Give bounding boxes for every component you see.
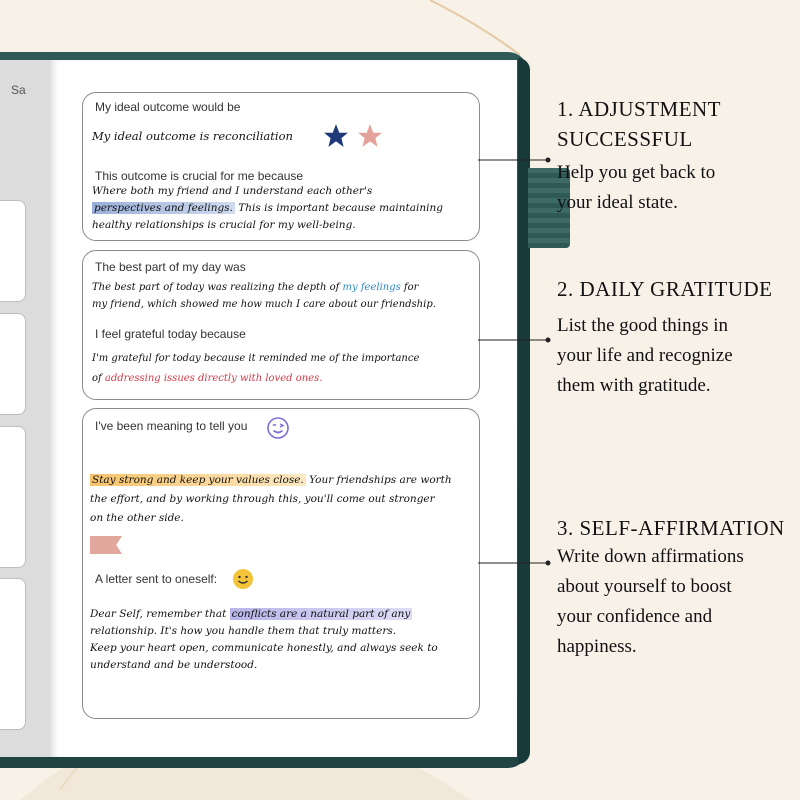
answer-text: Your friendships are worth [305, 474, 452, 486]
feature-title-line: 2. DAILY GRATITUDE [557, 277, 773, 301]
answer-line: my friend, which showed me how much I care about our friendship. [92, 299, 436, 310]
feature-title [557, 94, 721, 154]
letter-answer [90, 606, 475, 674]
answer-line: the effort, and by working through this, you'll come out stronger [90, 493, 435, 505]
answer-text: Dear Self, remember that [90, 608, 230, 620]
answer-text: This is important because maintaining [234, 202, 443, 214]
crucial-answer [92, 183, 477, 234]
outcome-answer: My ideal outcome is reconciliation [92, 129, 293, 143]
left-page-box [0, 578, 26, 730]
letter-prompt: A letter sent to oneself: [95, 572, 218, 586]
answer-line: Keep your heart open, communicate honestly, and always seek to [90, 642, 438, 654]
left-page-box [0, 313, 26, 415]
answer-line: relationship. It's how you handle them that truly matters. [90, 625, 397, 637]
feature-description-line: Help you get back to [557, 162, 716, 183]
answer-line [92, 369, 477, 389]
best-part-prompt: The best part of my day was [95, 260, 246, 274]
answer-text: for [400, 282, 419, 293]
feature-description [557, 542, 744, 662]
cover-edge [518, 58, 530, 764]
feature-description-line: your ideal state. [557, 192, 678, 213]
highlighted-text: Stay strong and keep your values close. [92, 474, 304, 486]
answer-line: healthy relationships is crucial for my well-being. [92, 219, 356, 231]
answer-line: I'm grateful for today because it reminded me of the importance [92, 353, 420, 364]
meaning-answer [90, 471, 475, 528]
answer-line [92, 279, 477, 296]
feature-description-line: List the good things in [557, 315, 728, 336]
wink-smiley-icon [266, 416, 290, 440]
star-icon [322, 123, 350, 149]
feature-description [557, 158, 715, 218]
left-page-box [0, 426, 26, 568]
feature-description-line: Write down affirmations [557, 546, 744, 567]
answer-line: understand and be understood. [90, 659, 258, 671]
meaning-prompt: I've been meaning to tell you [95, 419, 248, 433]
grateful-answer [92, 349, 477, 389]
answer-text: The best part of today was realizing the depth of [92, 282, 343, 293]
feature-title-line: 1. ADJUSTMENT [557, 97, 722, 121]
answer-line [92, 200, 477, 217]
outcome-prompt: My ideal outcome would be [95, 100, 241, 114]
best-part-answer [92, 279, 477, 313]
highlighted-text: conflicts are a natural part of any [231, 608, 411, 620]
feature-description-line: happiness. [557, 636, 637, 657]
crucial-prompt: This outcome is crucial for me because [95, 169, 304, 183]
colored-text: addressing issues directly with loved ones. [104, 373, 323, 384]
answer-line: Where both my friend and I understand each other's [92, 185, 373, 197]
grateful-prompt: I feel grateful today because [95, 327, 246, 341]
answer-line [90, 471, 475, 490]
feature-title [557, 513, 785, 543]
feature-title-line: 3. SELF-AFFIRMATION [557, 516, 785, 540]
feature-description [557, 311, 733, 401]
feature-description-line: your life and recognize [557, 345, 733, 366]
highlighted-text: perspectives and feelings. [94, 202, 233, 214]
day-label: Sa [11, 83, 26, 97]
star-icon [356, 123, 384, 149]
feature-title [557, 274, 773, 304]
answer-text: of [92, 373, 105, 384]
left-page-box [0, 200, 26, 302]
smiley-icon [231, 567, 255, 591]
answer-line [90, 606, 475, 623]
feature-description-line: about yourself to boost [557, 576, 732, 597]
feature-title-line: SUCCESSFUL [557, 127, 693, 151]
answer-line: on the other side. [90, 512, 184, 524]
colored-text: my feelings [342, 282, 401, 293]
feature-description-line: them with gratitude. [557, 375, 711, 396]
feature-description-line: your confidence and [557, 606, 713, 627]
